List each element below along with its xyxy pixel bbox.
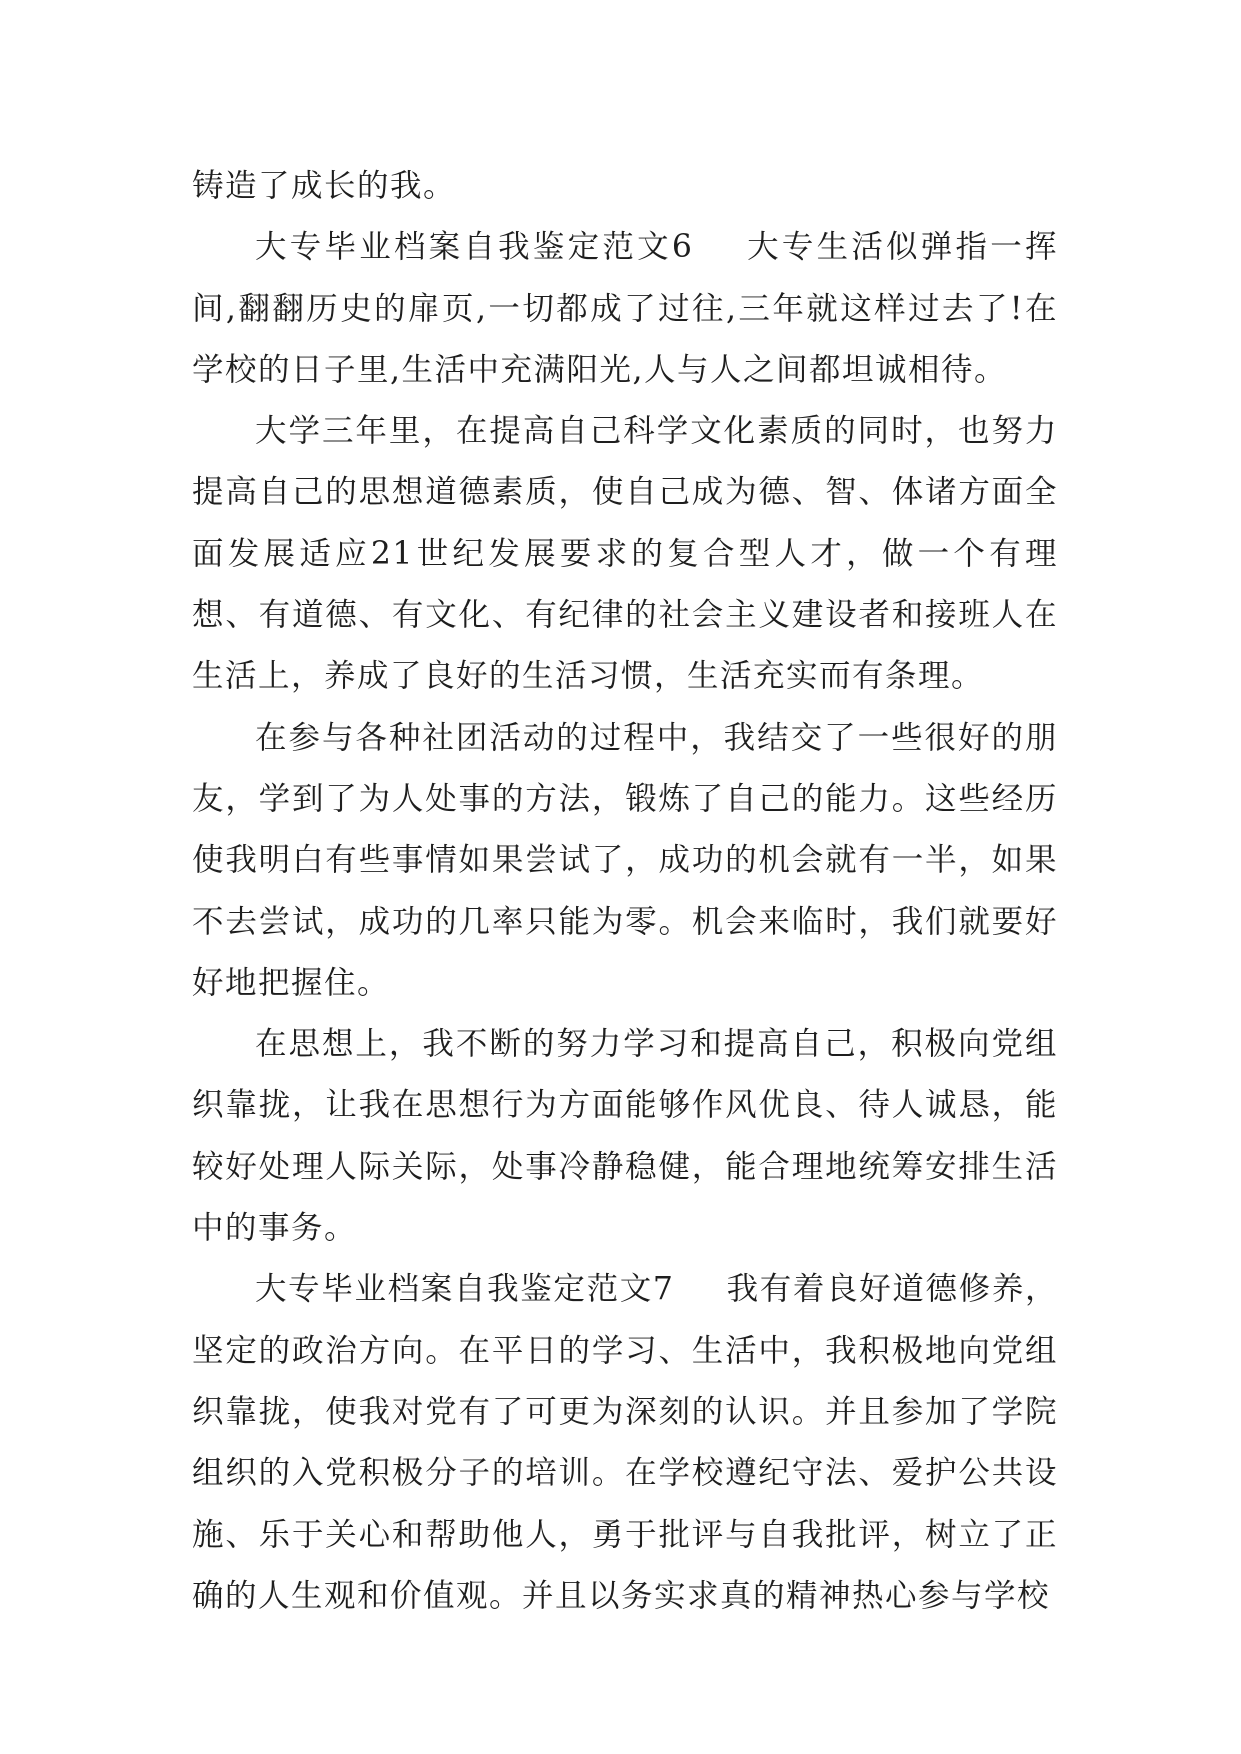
paragraph-4-text: 在参与各种社团活动的过程中，我结交了一些很好的朋友，学到了为人处事的方法，锻炼了自己的能力。这些经历使我明白有些事情如果尝试了，成功的机会就有一半，如果不去尝试，成功的几率只能为零。机会来临时，我们就要好好地把握住。	[192, 719, 1058, 1001]
section-title-6: 大专毕业档案自我鉴定范文6	[255, 229, 694, 266]
paragraph-2	[192, 217, 1058, 401]
paragraph-2-text: 大专生活似弹指一挥间,翻翻历史的扉页,一切都成了过往,三年就这样过去了!在学校的日子里,生活中充满阳光,人与人之间都坦诚相待。	[192, 229, 1058, 388]
paragraph-1-text: 铸造了成长的我。	[192, 168, 457, 204]
paragraph-1	[192, 156, 1058, 217]
paragraph-4	[192, 708, 1058, 1014]
paragraph-6	[192, 1259, 1058, 1627]
paragraph-5-text: 在思想上，我不断的努力学习和提高自己，积极向党组织靠拢，让我在思想行为方面能够作风优良、待人诚恳，能较好处理人际关际，处事冷静稳健，能合理地统筹安排生活中的事务。	[192, 1026, 1058, 1247]
paragraph-6-text: 我有着良好道德修养，坚定的政治方向。在平日的学习、生活中，我积极地向党组织靠拢，使我对党有了可更为深刻的认识。并且参加了学院组织的入党积极分子的培训。在学校遵纪守法、爱护公共设施、乐于关心和帮助他人，勇于批评与自我批评，树立了正确的人生观和价值观。并且以务实求真的精神热心参与学校	[192, 1271, 1058, 1614]
document-body	[192, 156, 1058, 1627]
paragraph-3	[192, 401, 1058, 707]
paragraph-5	[192, 1014, 1058, 1259]
paragraph-3-text: 大学三年里，在提高自己科学文化素质的同时，也努力提高自己的思想道德素质，使自己成为德、智、体诸方面全面发展适应21世纪发展要求的复合型人才，做一个有理想、有道德、有文化、有纪律的社会主义建设者和接班人在生活上，养成了良好的生活习惯，生活充实而有条理。	[192, 413, 1058, 695]
section-title-7: 大专毕业档案自我鉴定范文7	[255, 1271, 675, 1308]
